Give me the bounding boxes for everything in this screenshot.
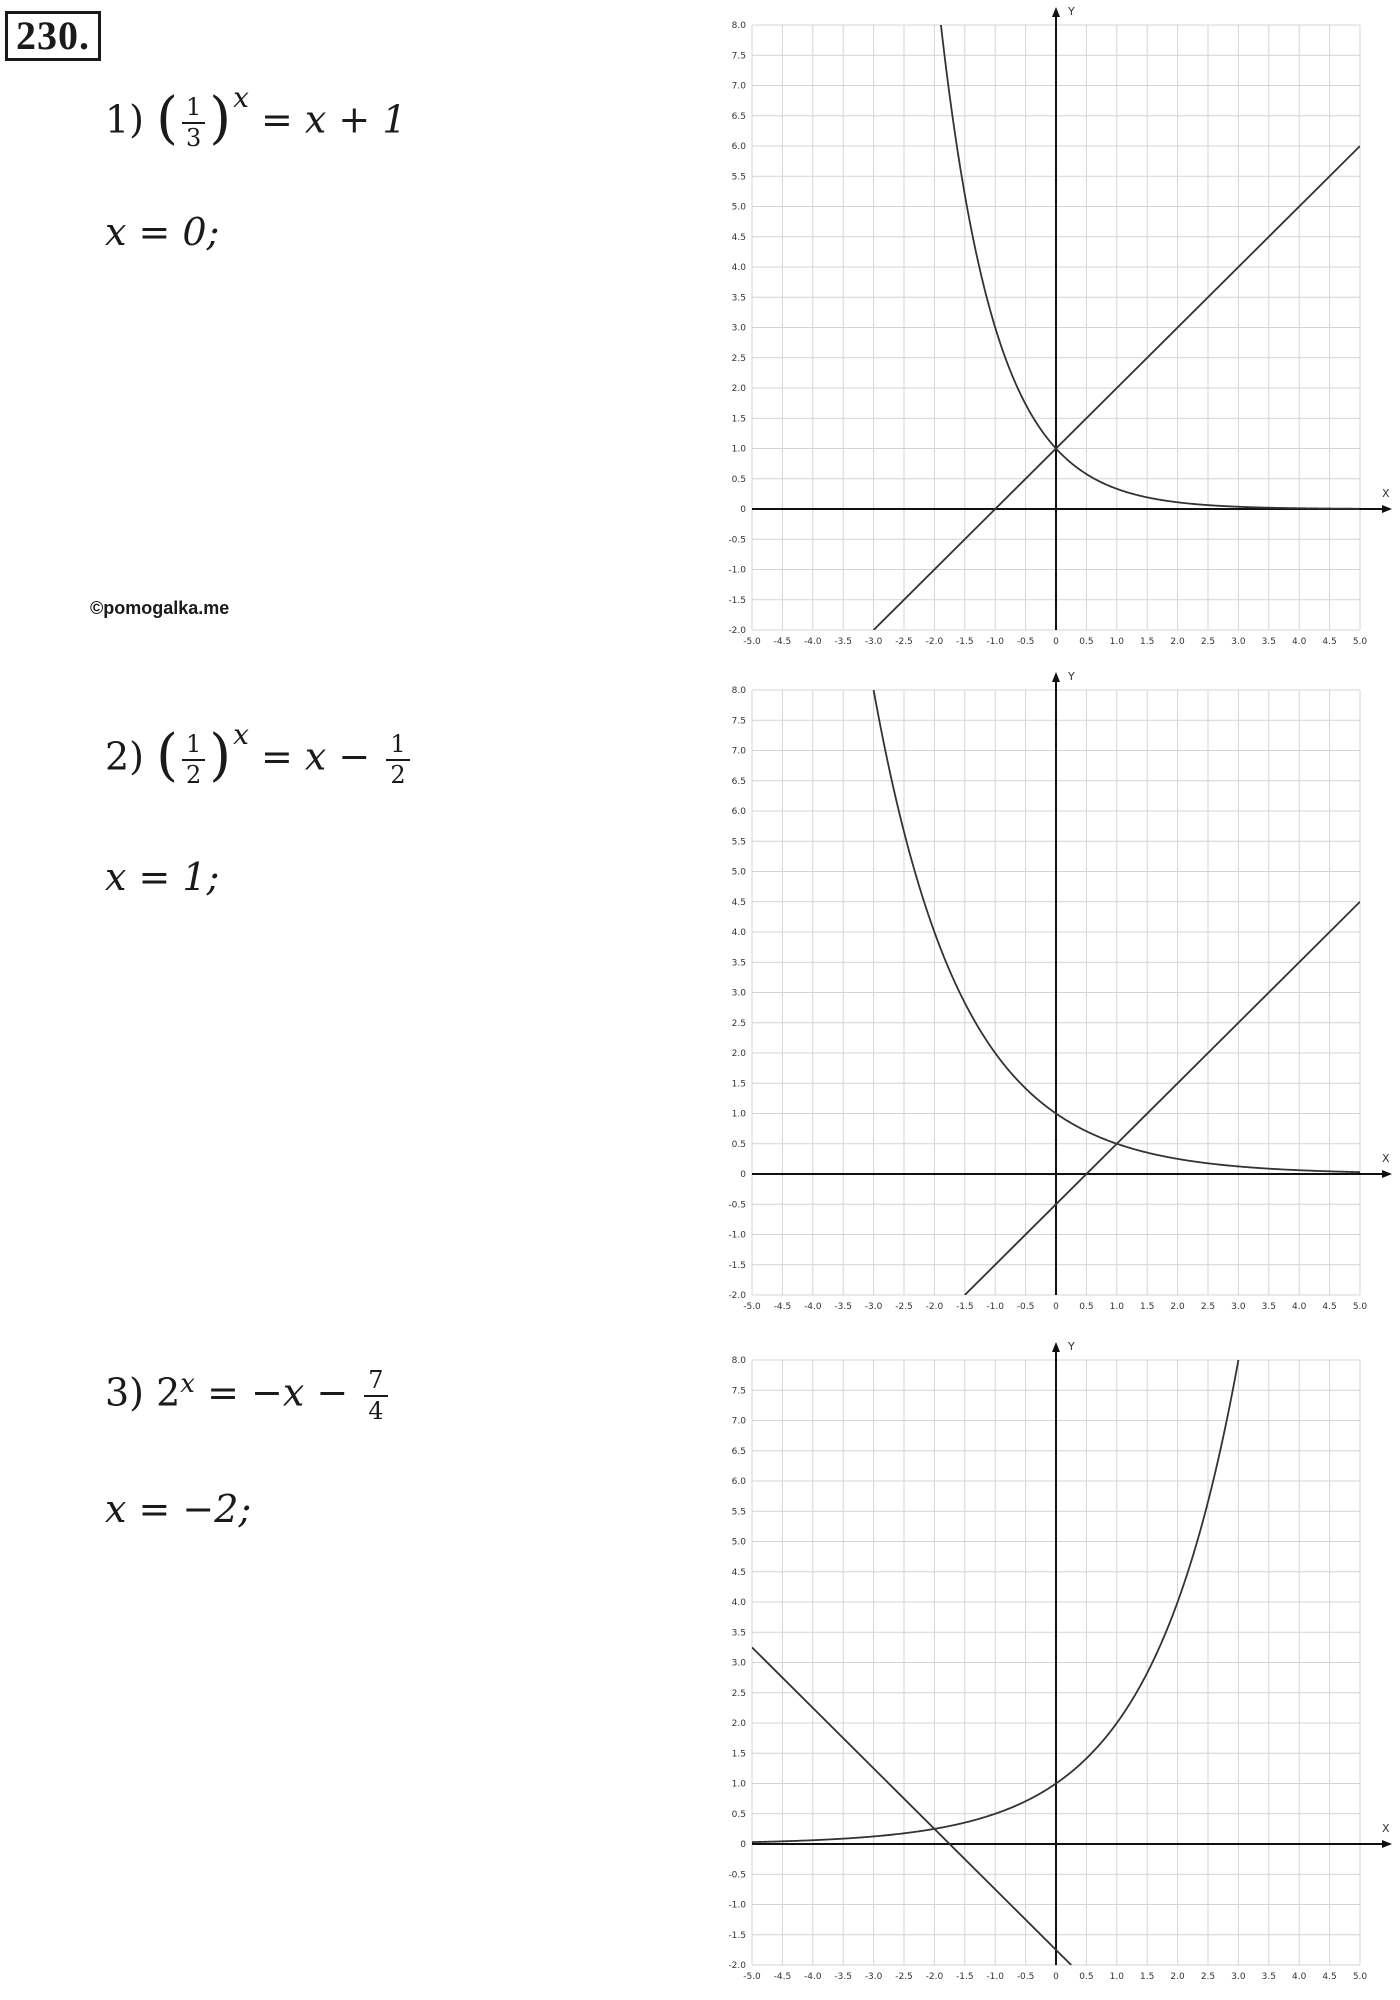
x-tick-label: -3.0: [864, 1972, 883, 1982]
x-tick-label: 2.0: [1170, 637, 1185, 647]
x-tick-label: 1.5: [1140, 1302, 1155, 1312]
exponential-curve: [923, 0, 1360, 509]
y-tick-label: 4.0: [731, 1598, 746, 1608]
y-tick-label: 7.5: [731, 716, 746, 727]
y-tick-label: -0.5: [728, 1200, 746, 1211]
y-tick-label: 7.0: [731, 81, 746, 92]
x-tick-label: -2.0: [925, 637, 944, 647]
y-axis-arrow: [1052, 672, 1060, 682]
x-tick-label: 3.0: [1231, 637, 1246, 647]
x-tick-label: -4.0: [804, 1302, 822, 1312]
graph-1-svg: [680, 0, 1400, 660]
y-tick-label: 4.0: [731, 928, 746, 938]
y-tick-label: 2.5: [731, 1018, 746, 1029]
problem-2-equation: 2) ( $\frac{1}{2}$ )x = x − $\frac{1}{2}$: [105, 732, 414, 788]
y-tick-label: 0.5: [731, 474, 746, 485]
x-tick-label: 1.0: [1109, 637, 1124, 647]
x-tick-label: -1.5: [956, 1302, 974, 1312]
y-tick-label: 6.0: [731, 142, 746, 152]
problem-3-rhs-fraction: $\frac{7}{4}$: [364, 1368, 387, 1424]
x-tick-label: 3.0: [1231, 1972, 1246, 1982]
y-tick-label: 6.5: [731, 1446, 746, 1457]
problem-3-equation: [105, 1368, 392, 1424]
y-tick-label: 6.0: [731, 1477, 746, 1487]
x-tick-label: -0.5: [1016, 637, 1035, 647]
y-tick-label: 0.5: [731, 1139, 746, 1150]
problem-1-rhs: = x + 1: [261, 97, 407, 142]
x-tick-label: 3.5: [1261, 1302, 1276, 1312]
x-axis-label: X: [1382, 1822, 1390, 1835]
y-tick-label: -1.0: [728, 1900, 746, 1911]
y-tick-label: 3.0: [731, 1658, 746, 1669]
x-tick-label: -2.0: [925, 1302, 944, 1312]
x-tick-label: 5.0: [1352, 1972, 1368, 1982]
problem-1-equation: 1) ( $\frac{1}{3}$ )x = x + 1: [105, 80, 407, 153]
x-tick-label: 2.5: [1200, 1972, 1216, 1982]
problem-2-label: 2): [105, 734, 145, 779]
x-tick-label: -0.5: [1016, 1972, 1035, 1982]
graph-2: [680, 665, 1400, 1325]
y-tick-label: 8.0: [731, 21, 746, 31]
y-tick-label: -0.5: [728, 535, 746, 546]
x-tick-label: -1.0: [986, 1972, 1004, 1982]
problem-3-rhs: = −x −: [207, 1370, 349, 1415]
y-tick-label: -1.0: [728, 565, 746, 576]
y-tick-label: 0: [740, 505, 746, 515]
y-tick-label: 2.5: [731, 1688, 746, 1699]
x-tick-label: 4.5: [1322, 1302, 1337, 1312]
x-tick-label: -4.0: [804, 1972, 822, 1982]
y-axis-arrow: [1052, 7, 1060, 17]
problem-3-base: 2: [156, 1370, 181, 1415]
x-tick-label: 2.5: [1200, 637, 1216, 647]
y-tick-label: 5.5: [731, 172, 746, 183]
x-tick-label: -1.0: [986, 1302, 1004, 1312]
x-tick-label: 0.5: [1079, 637, 1094, 647]
y-tick-label: 5.5: [731, 1507, 746, 1518]
x-tick-label: -2.5: [895, 1972, 913, 1982]
graph-3: [680, 1335, 1400, 1995]
y-tick-label: 7.0: [731, 1416, 746, 1427]
y-tick-label: 1.5: [731, 1079, 746, 1090]
y-tick-label: 8.0: [731, 1356, 746, 1366]
x-tick-label: 3.0: [1231, 1302, 1246, 1312]
x-tick-label: 1.0: [1109, 1972, 1124, 1982]
x-tick-label: 0.5: [1079, 1302, 1094, 1312]
y-tick-label: 5.0: [731, 867, 746, 878]
x-axis-label: X: [1382, 487, 1390, 500]
x-tick-label: 0: [1053, 1302, 1059, 1312]
y-tick-label: 2.5: [731, 353, 746, 364]
y-tick-label: 4.0: [731, 263, 746, 273]
problem-1-exponent: x: [233, 80, 249, 114]
y-tick-label: -2.0: [728, 626, 746, 636]
y-tick-label: 2.0: [731, 1719, 746, 1729]
y-axis-label: Y: [1068, 1340, 1075, 1353]
graph-2-svg: [680, 665, 1400, 1325]
x-tick-label: -3.5: [834, 1972, 852, 1982]
y-tick-label: 1.5: [731, 1749, 746, 1760]
x-tick-label: 5.0: [1352, 1302, 1368, 1312]
x-axis-label: X: [1382, 1152, 1390, 1165]
y-tick-label: -1.5: [728, 1260, 746, 1271]
exponential-curve: [847, 665, 1360, 1172]
x-tick-label: 4.0: [1292, 1302, 1307, 1312]
x-tick-label: -0.5: [1016, 1302, 1035, 1312]
y-tick-label: 5.0: [731, 1537, 746, 1548]
problem-2-base-fraction: $\frac{1}{2}$: [182, 732, 205, 788]
problem-2-exponent: x: [233, 717, 249, 751]
x-tick-label: -3.5: [834, 637, 852, 647]
x-tick-label: 0: [1053, 1972, 1059, 1982]
y-tick-label: 2.0: [731, 1049, 746, 1059]
x-tick-label: -4.5: [773, 1302, 792, 1312]
problem-2-rhs: = x −: [261, 734, 371, 779]
y-tick-label: 3.5: [731, 958, 746, 969]
x-tick-label: 4.5: [1322, 1972, 1337, 1982]
y-tick-label: 0: [740, 1170, 746, 1180]
y-tick-label: 3.5: [731, 1628, 746, 1639]
x-tick-label: -3.0: [864, 637, 883, 647]
y-tick-label: 8.0: [731, 686, 746, 696]
x-tick-label: -5.0: [743, 1972, 761, 1982]
y-tick-label: 3.5: [731, 293, 746, 304]
x-tick-label: 3.5: [1261, 637, 1276, 647]
y-tick-label: 2.0: [731, 384, 746, 394]
y-tick-label: 5.5: [731, 837, 746, 848]
x-tick-label: 4.0: [1292, 1972, 1307, 1982]
x-tick-label: -4.5: [773, 637, 792, 647]
y-tick-label: 1.5: [731, 414, 746, 425]
x-axis-arrow: [1382, 1840, 1392, 1848]
x-tick-label: 3.5: [1261, 1972, 1276, 1982]
x-tick-label: -1.0: [986, 637, 1004, 647]
x-tick-label: 1.5: [1140, 637, 1155, 647]
y-tick-label: 4.5: [731, 1567, 746, 1578]
y-tick-label: -1.5: [728, 595, 746, 606]
y-tick-label: 1.0: [731, 1109, 746, 1120]
linear-function-line: [752, 1647, 1071, 1965]
problem-1-answer: x = 0;: [105, 210, 220, 254]
x-tick-label: -2.5: [895, 1302, 913, 1312]
y-axis-arrow: [1052, 1342, 1060, 1352]
exponential-curve: [752, 1335, 1265, 1842]
y-tick-label: 1.0: [731, 444, 746, 455]
x-tick-label: 4.0: [1292, 637, 1307, 647]
y-tick-label: 4.5: [731, 897, 746, 908]
y-tick-label: 0.5: [731, 1809, 746, 1820]
graph-3-svg: [680, 1335, 1400, 1995]
y-tick-label: -1.5: [728, 1930, 746, 1941]
linear-function-line: [965, 902, 1360, 1295]
problem-3-answer: x = −2;: [105, 1487, 252, 1531]
y-axis-label: Y: [1068, 5, 1075, 18]
y-tick-label: 4.5: [731, 232, 746, 243]
y-tick-label: 6.5: [731, 111, 746, 122]
y-tick-label: 7.5: [731, 51, 746, 62]
graph-1: [680, 0, 1400, 660]
x-tick-label: -3.5: [834, 1302, 852, 1312]
y-tick-label: 1.0: [731, 1779, 746, 1790]
x-tick-label: -3.0: [864, 1302, 883, 1312]
x-tick-label: -5.0: [743, 637, 761, 647]
x-tick-label: -1.5: [956, 1972, 974, 1982]
y-tick-label: -2.0: [728, 1291, 746, 1301]
x-axis-arrow: [1382, 1170, 1392, 1178]
y-tick-label: 6.5: [731, 776, 746, 787]
x-tick-label: 5.0: [1352, 637, 1368, 647]
x-tick-label: 2.0: [1170, 1302, 1185, 1312]
x-tick-label: -1.5: [956, 637, 974, 647]
x-axis-arrow: [1382, 505, 1392, 513]
x-tick-label: 0.5: [1079, 1972, 1094, 1982]
x-tick-label: -2.0: [925, 1972, 944, 1982]
x-tick-label: 2.5: [1200, 1302, 1216, 1312]
task-number: 230.: [5, 11, 101, 61]
y-tick-label: 7.0: [731, 746, 746, 757]
y-tick-label: 3.0: [731, 323, 746, 334]
problem-1-base-fraction: $\frac{1}{3}$: [182, 95, 205, 151]
watermark: ©pomogalka.me: [90, 598, 230, 618]
y-tick-label: 5.0: [731, 202, 746, 213]
x-tick-label: 2.0: [1170, 1972, 1185, 1982]
y-axis-label: Y: [1068, 670, 1075, 683]
y-tick-label: -2.0: [728, 1961, 746, 1971]
problem-3-label: 3): [105, 1370, 145, 1415]
problem-2-answer: x = 1;: [105, 855, 220, 899]
x-tick-label: 1.0: [1109, 1302, 1124, 1312]
y-tick-label: 6.0: [731, 807, 746, 817]
y-tick-label: 7.5: [731, 1386, 746, 1397]
problem-2-rhs-fraction: $\frac{1}{2}$: [386, 732, 409, 788]
problem-1-label: 1): [105, 97, 145, 142]
y-tick-label: -0.5: [728, 1870, 746, 1881]
y-tick-label: -1.0: [728, 1230, 746, 1241]
x-tick-label: 1.5: [1140, 1972, 1155, 1982]
y-tick-label: 0: [740, 1840, 746, 1850]
x-tick-label: -5.0: [743, 1302, 761, 1312]
x-tick-label: -4.5: [773, 1972, 792, 1982]
x-tick-label: 0: [1053, 637, 1059, 647]
problem-3-exponent: x: [180, 1369, 195, 1400]
x-tick-label: -4.0: [804, 637, 822, 647]
y-tick-label: 3.0: [731, 988, 746, 999]
x-tick-label: -2.5: [895, 637, 913, 647]
x-tick-label: 4.5: [1322, 637, 1337, 647]
